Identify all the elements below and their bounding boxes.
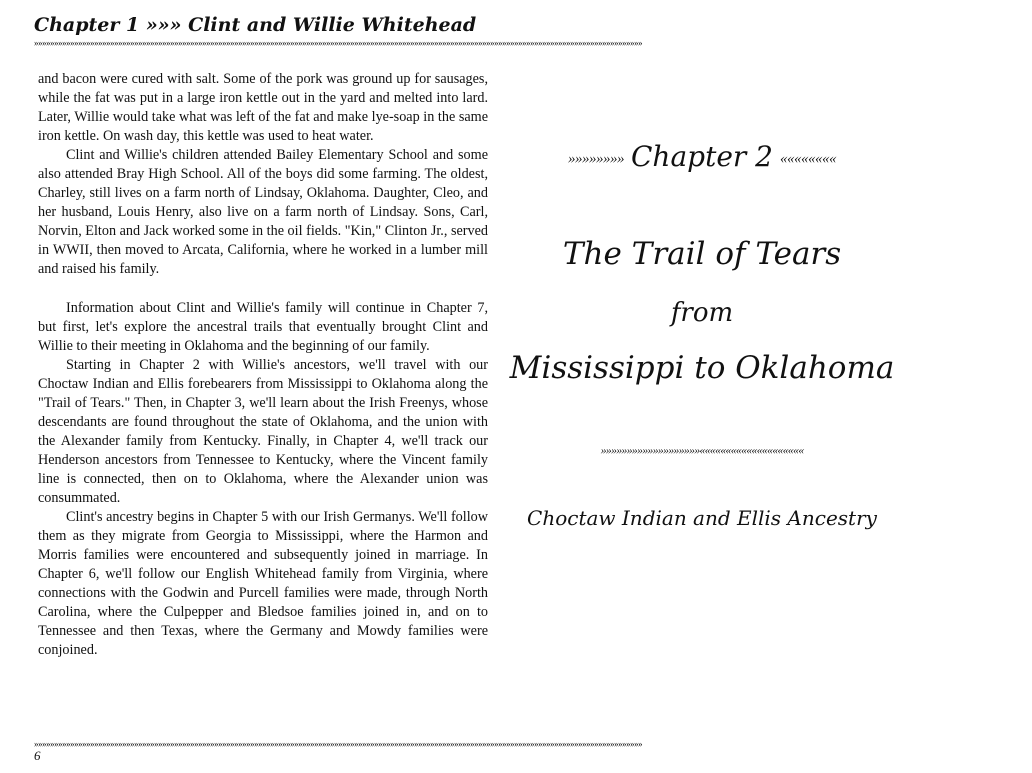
chapter-title: Chapter 2 (631, 140, 773, 173)
subtitle: Choctaw Indian and Ellis Ancestry (527, 506, 877, 530)
paragraph-2: Clint and Willie's children attended Bailey Elementary School and some also attended Bray High School. All of the boys did some farming. The oldest, Charley, still lives on a farm north of Lindsay, Oklahoma. Daughter, Cleo, and her husband, Louis Henry, also live on a farm north of Lindsay. Sons, Carl, Norvin, Elton and Jack worked some in the oil fields. "Kin," Clinton Jr., served in WWII, then moved to Arcata, California, where he worked in a lumber mill and raised his family. (38, 147, 488, 278)
top-chevron-rule: »»»»»»»»»»»»»»»»»»»»»»»»»»»»»»»»»»»»»»»»»»»»»»»»»»»»»»»»»»»»»»»»»»»»»»»»»»»»»»»»»»»»»»»»»»»»»»»»»»»»»»»»»»»»»»»»»»»»»»»»»»»»»»»»»»»»»»»»»»»»»»»»»»»»»»»» (34, 38, 642, 48)
paragraph-5: Clint's ancestry begins in Chapter 5 with our Irish Germanys. We'll follow them as they migrate from Georgia to Mississippi, where the Harmon and Morris families were encountered and subsequently joined in marriage. In Chapter 6, we'll follow our English Whitehead family from Virginia, where connections with the Godwin and Purcell families were made, through North Carolina, where the Culpepper and Bledsoe families joined in, and on to Tennessee and then Texas, where the Germany and Mowdy families were conjoined. (38, 509, 488, 659)
title-line-1: The Trail of Tears (562, 236, 842, 272)
paragraph-3: Information about Clint and Willie's family will continue in Chapter 7, but first, let's explore the ancestral trails that eventually brought Clint and Willie to their meeting in Oklahoma and the beginning of our family. (38, 299, 488, 354)
paragraph-1: and bacon were cured with salt. Some of the pork was ground up for sausages, while the fat was put in a large iron kettle out in the yard and melted into lard. Later, Willie would take what was left of the fat and make lye-soap in the same iron kettle. On wash day, this kettle was used to heat water. (38, 71, 488, 145)
chapter-heading (372, 140, 1032, 174)
chapter-left-marks: »»»»»»»» (568, 151, 624, 168)
title-line-2: from (670, 298, 734, 328)
chapter-right-marks: «««««««« (780, 151, 836, 168)
bottom-chevron-rule: »»»»»»»»»»»»»»»»»»»»»»»»»»»»»»»»»»»»»»»»»»»»»»»»»»»»»»»»»»»»»»»»»»»»»»»»»»»»»»»»»»»»»»»»»»»»»»»»»»»»»»»»»»»»»»»»»»»»»»»»»»»»»»»»»»»»»»»»»»»»»»»»»»»»»»»» (34, 739, 642, 749)
page-number: 6 (34, 748, 41, 763)
chevron-divider: »»»»»»»»»»»»»»»»»»»«««««««««««««««««««« (600, 443, 804, 457)
right-page (509, 0, 1024, 773)
running-head: Chapter 1 »»» Clint and Willie Whitehead (34, 14, 477, 36)
paragraph-4: Starting in Chapter 2 with Willie's ancestors, we'll travel with our Choctaw Indian and Ellis forebearers from Mississippi to Oklahoma along the "Trail of Tears." Then, in Chapter 3, we'll learn about the Irish Freenys, whose descendants are found throughout the state of Oklahoma, and the union with the Alexander family from Kentucky. Finally, in Chapter 4, we'll track our Henderson ancestors from Tennessee to Kentucky, where the Vincent family line is connected, then on to Oklahoma, where the Alexander union was consummated. (38, 356, 488, 506)
title-line-3: Mississippi to Oklahoma (509, 350, 895, 386)
